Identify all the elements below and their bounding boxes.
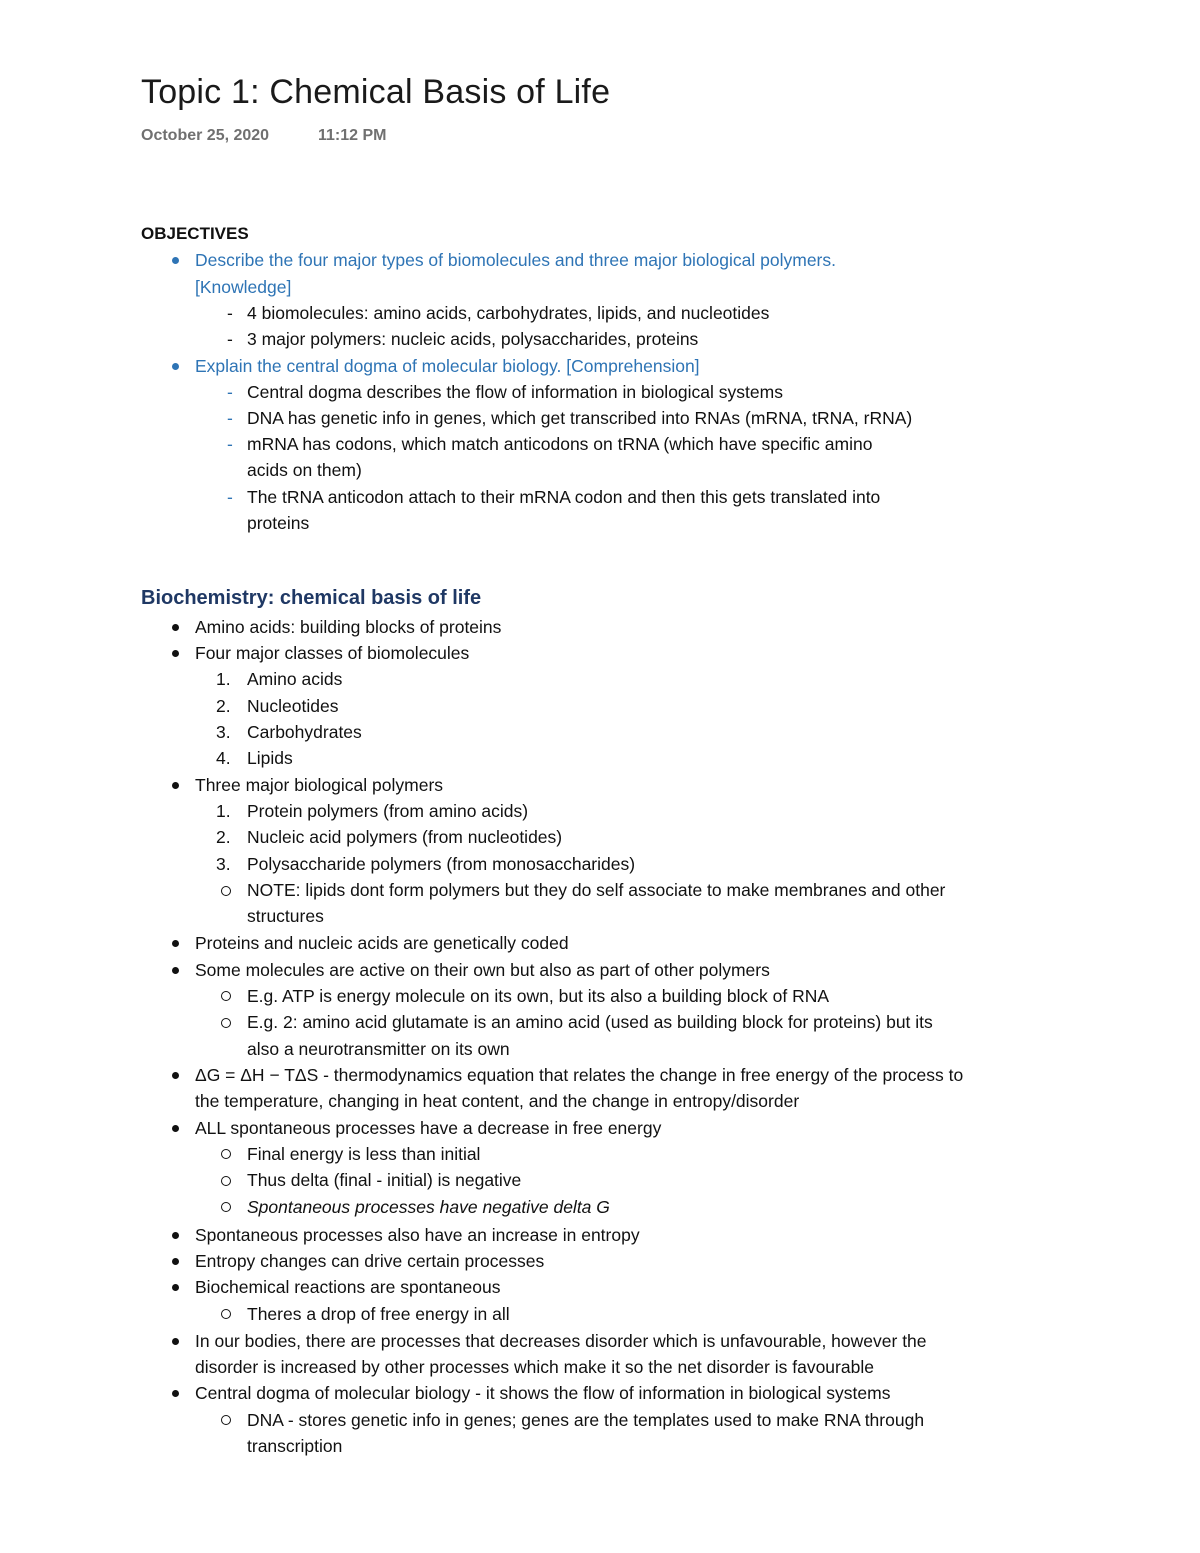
bullet-dot xyxy=(172,967,179,974)
bullet-dot xyxy=(172,1284,179,1291)
list-item: Nucleotides xyxy=(247,696,339,716)
dash-marker: - xyxy=(227,434,233,454)
dash-marker: - xyxy=(227,303,233,323)
list-number: 3. xyxy=(216,854,231,874)
objective-2-detail-4: The tRNA anticodon attach to their mRNA codon and then this gets translated into xyxy=(247,487,881,507)
list-item: Four major classes of biomolecules xyxy=(195,643,470,663)
list-item: Thus delta (final - initial) is negative xyxy=(247,1170,522,1190)
dash-marker: - xyxy=(227,382,233,402)
list-item: Proteins and nucleic acids are genetically coded xyxy=(195,933,569,953)
objective-2-detail-2: DNA has genetic info in genes, which get transcribed into RNAs (mRNA, tRNA, rRNA) xyxy=(247,408,913,428)
bullet-dot xyxy=(172,624,179,631)
list-number: 2. xyxy=(216,696,231,716)
objective-1-detail-2: 3 major polymers: nucleic acids, polysaccharides, proteins xyxy=(247,329,699,349)
dash-marker: - xyxy=(227,487,233,507)
list-item: Some molecules are active on their own but also as part of other polymers xyxy=(195,960,770,980)
list-number: 1. xyxy=(216,669,231,689)
dash-marker: - xyxy=(227,408,233,428)
page-time: 11:12 PM xyxy=(318,127,387,144)
bullet-dot xyxy=(172,1258,179,1265)
bullet-dot xyxy=(172,363,179,370)
list-item-cont: the temperature, changing in heat content, and the change in entropy/disorder xyxy=(195,1091,800,1111)
bullet-dot xyxy=(172,1125,179,1132)
list-item: Spontaneous processes also have an increase in entropy xyxy=(195,1225,640,1245)
list-number: 4. xyxy=(216,748,231,768)
list-item: Protein polymers (from amino acids) xyxy=(247,801,529,821)
bullet-ring xyxy=(221,1176,231,1186)
list-item-cont: disorder is increased by other processes which make it so the net disorder is favourable xyxy=(195,1357,874,1377)
list-item: ALL spontaneous processes have a decrease in free energy xyxy=(195,1118,662,1138)
list-item: DNA - stores genetic info in genes; genes are the templates used to make RNA through xyxy=(247,1410,925,1430)
bullet-ring xyxy=(221,1202,231,1212)
list-item-cont: structures xyxy=(247,906,324,926)
bullet-dot xyxy=(172,650,179,657)
objective-2-detail-1: Central dogma describes the flow of information in biological systems xyxy=(247,382,783,402)
list-number: 2. xyxy=(216,827,231,847)
objective-2-detail-3: mRNA has codons, which match anticodons on tRNA (which have specific amino xyxy=(247,434,873,454)
objective-2-text: Explain the central dogma of molecular biology. [Comprehension] xyxy=(195,356,700,376)
list-item: Biochemical reactions are spontaneous xyxy=(195,1277,501,1297)
list-number: 3. xyxy=(216,722,231,742)
bullet-dot xyxy=(172,1338,179,1345)
list-item: Amino acids: building blocks of proteins xyxy=(195,617,502,637)
list-item: Entropy changes can drive certain processes xyxy=(195,1251,545,1271)
list-item: NOTE: lipids dont form polymers but they do self associate to make membranes and other xyxy=(247,880,946,900)
list-item: Carbohydrates xyxy=(247,722,362,742)
list-item-cont: transcription xyxy=(247,1436,343,1456)
bullet-ring xyxy=(221,1018,231,1028)
list-item: Nucleic acid polymers (from nucleotides) xyxy=(247,827,563,847)
bullet-dot xyxy=(172,1072,179,1079)
objective-2-detail-4-cont: proteins xyxy=(247,513,310,533)
list-item: Three major biological polymers xyxy=(195,775,444,795)
bullet-ring xyxy=(221,1415,231,1425)
bullet-dot xyxy=(172,940,179,947)
bullet-dot xyxy=(172,782,179,789)
dash-marker: - xyxy=(227,329,233,349)
list-item: E.g. 2: amino acid glutamate is an amino acid (used as building block for proteins) but its xyxy=(247,1012,933,1032)
list-item: Final energy is less than initial xyxy=(247,1144,481,1164)
page-title: Topic 1: Chemical Basis of Life xyxy=(141,73,611,111)
objective-1-text: Describe the four major types of biomolecules and three major biological polymers. xyxy=(195,250,836,270)
list-item: ΔG = ΔH − TΔS - thermodynamics equation that relates the change in free energy of the process to xyxy=(195,1065,964,1085)
list-item: Lipids xyxy=(247,748,293,768)
list-item: Amino acids xyxy=(247,669,343,689)
bullet-ring xyxy=(221,991,231,1001)
bullet-dot xyxy=(172,1390,179,1397)
list-number: 1. xyxy=(216,801,231,821)
list-item: Polysaccharide polymers (from monosaccharides) xyxy=(247,854,636,874)
bullet-dot xyxy=(172,1232,179,1239)
list-item-cont: also a neurotransmitter on its own xyxy=(247,1039,510,1059)
list-item: Spontaneous processes have negative delta G xyxy=(247,1197,610,1217)
bullet-ring xyxy=(221,886,231,896)
objectives-heading: OBJECTIVES xyxy=(141,224,249,243)
list-item: E.g. ATP is energy molecule on its own, but its also a building block of RNA xyxy=(247,986,830,1006)
list-item: In our bodies, there are processes that decreases disorder which is unfavourable, however the xyxy=(195,1331,927,1351)
bullet-ring xyxy=(221,1149,231,1159)
bullet-ring xyxy=(221,1309,231,1319)
list-item: Central dogma of molecular biology - it shows the flow of information in biological systems xyxy=(195,1383,891,1403)
page-date: October 25, 2020 xyxy=(141,127,270,144)
bullet-dot xyxy=(172,257,179,264)
objective-1-detail-1: 4 biomolecules: amino acids, carbohydrates, lipids, and nucleotides xyxy=(247,303,770,323)
objective-1-text-cont: [Knowledge] xyxy=(195,277,292,297)
objective-2-detail-3-cont: acids on them) xyxy=(247,460,362,480)
section-heading: Biochemistry: chemical basis of life xyxy=(141,587,482,609)
list-item: Theres a drop of free energy in all xyxy=(247,1304,510,1324)
